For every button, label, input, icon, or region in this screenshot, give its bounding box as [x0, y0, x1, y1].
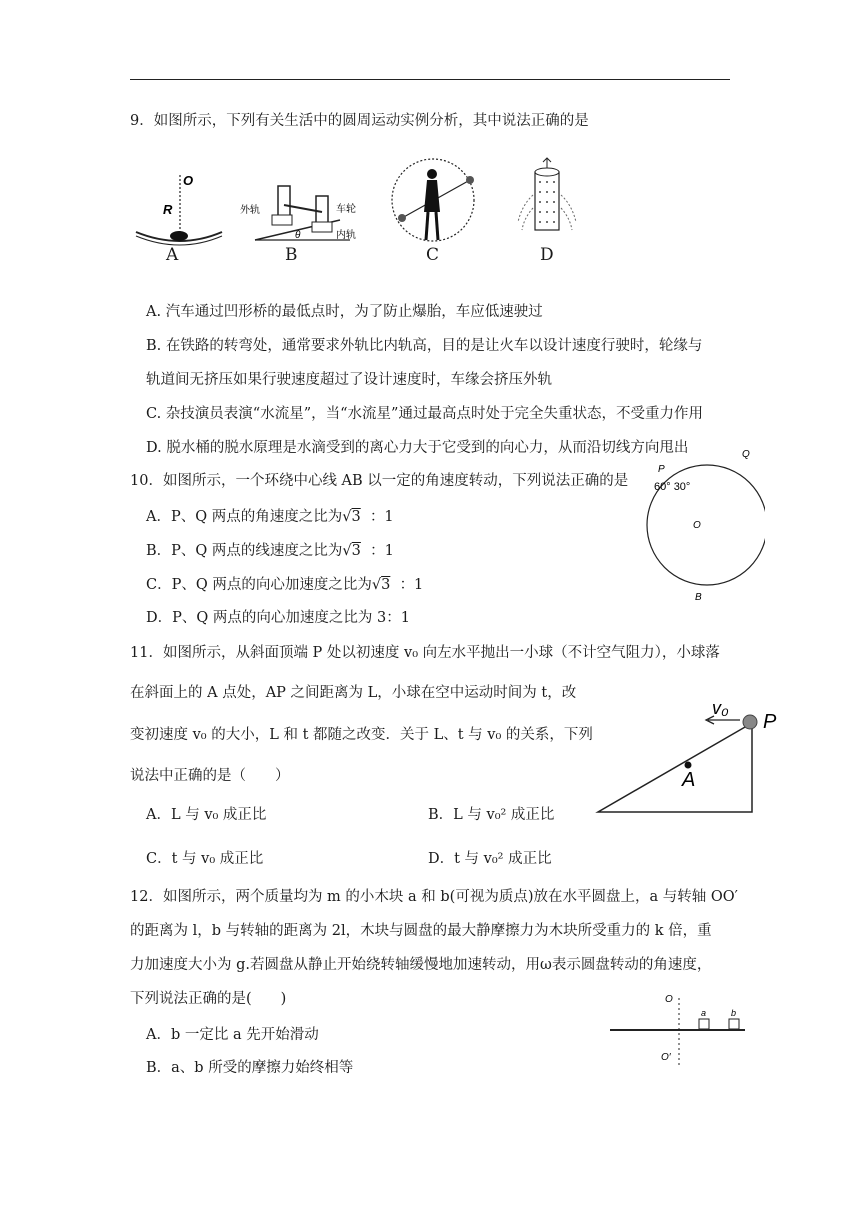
q12-label-b: b — [731, 1008, 737, 1018]
q9-label-wheel: 车轮 — [336, 204, 356, 215]
q11-figure — [590, 690, 790, 820]
q10-stem: 10．如图所示，一个环绕中心线 AB 以一定的角速度转动，下列说法正确的是 — [130, 473, 629, 489]
q11-option-d: D．t 与 v₀² 成正比 — [428, 851, 552, 867]
q10-option-c-root: 3 — [381, 577, 391, 593]
q9-caption-b: B — [285, 245, 298, 265]
q12-line4: 下列说法正确的是( ) — [130, 991, 287, 1007]
q11-label-v0: v₀ — [712, 698, 729, 718]
q9-option-b-line2: 轨道间无挤压如果行驶速度超过了设计速度时，车缘会挤压外轨 — [146, 372, 552, 388]
q12-option-a: A．b 一定比 a 先开始滑动 — [146, 1027, 319, 1043]
q10-option-c: C．P、Q 两点的向心加速度之比为√3 ：1 — [146, 577, 424, 593]
q12-label-o-prime: O′ — [661, 1052, 671, 1063]
q9-stem: 9．如图所示，下列有关生活中的圆周运动实例分析，其中说法正确的是 — [130, 113, 589, 129]
q9-caption-a: A — [166, 245, 179, 265]
q10-label-p: P — [658, 464, 665, 475]
q9-figure — [130, 150, 590, 270]
q9-label-o: O — [183, 173, 194, 188]
q10-option-d: D．P、Q 两点的向心加速度之比为 3：1 — [146, 610, 410, 626]
q9-option-a: A. 汽车通过凹形桥的最低点时，为了防止爆胎，车应低速驶过 — [146, 304, 543, 320]
q11-line3: 变初速度 v₀ 的大小，L 和 t 都随之改变．关于 L、t 与 v₀ 的关系，下列 — [130, 727, 593, 743]
q10-option-a-ratio: ：1 — [369, 509, 394, 525]
q10-option-c-text: C．P、Q 两点的向心加速度之比为 — [146, 577, 372, 593]
railway-curve-diagram — [240, 186, 356, 241]
q9-label-inner: 内轨 — [336, 230, 356, 241]
water-meteor-diagram — [392, 159, 474, 241]
q10-option-c-ratio: ：1 — [399, 577, 424, 593]
q10-label-angles: 60° 30° — [654, 481, 691, 493]
q10-option-b: B．P、Q 两点的线速度之比为√3 ：1 — [146, 543, 394, 559]
q9-label-r: R — [163, 202, 173, 217]
concave-bridge-diagram — [136, 173, 222, 245]
q12-figure — [605, 990, 755, 1070]
q9-option-c: C. 杂技演员表演“水流星”，当“水流星”通过最高点时处于完全失重状态，不受重力作用 — [146, 406, 703, 422]
q10-option-a-root: 3 — [351, 509, 361, 525]
q9-caption-d: D — [540, 245, 554, 265]
q10-label-o: O — [693, 520, 701, 531]
q11-label-a: A — [682, 769, 696, 791]
q11-label-p: P — [763, 711, 777, 733]
q10-option-a-text: A．P、Q 两点的角速度之比为 — [146, 509, 343, 525]
q12-line2: 的距离为 l，b 与转轴的距离为 2l，木块与圆盘的最大静摩擦力为木块所受重力的 k 倍，重 — [130, 923, 712, 939]
q10-option-b-root: 3 — [351, 543, 361, 559]
q11-option-b: B．L 与 v₀² 成正比 — [428, 807, 555, 823]
q10-label-b: B — [695, 592, 702, 603]
q9-option-b-line1: B. 在铁路的转弯处，通常要求外轨比内轨高，目的是让火车以设计速度行驶时，轮缘与 — [146, 338, 703, 354]
q10-label-q: Q — [742, 449, 750, 460]
dryer-drum-diagram — [518, 158, 576, 230]
q11-option-c: C．t 与 v₀ 成正比 — [146, 851, 264, 867]
header-rule — [130, 79, 730, 80]
q9-label-theta: θ — [295, 230, 301, 241]
q11-option-a: A．L 与 v₀ 成正比 — [146, 807, 267, 823]
q10-option-b-text: B．P、Q 两点的线速度之比为 — [146, 543, 343, 559]
q12-line3: 力加速度大小为 g.若圆盘从静止开始绕转轴缓慢地加速转动，用ω表示圆盘转动的角速度， — [130, 957, 712, 973]
q9-label-outer: 外轨 — [240, 205, 260, 216]
q10-option-b-ratio: ：1 — [370, 543, 394, 559]
q12-option-b: B．a、b 所受的摩擦力始终相等 — [146, 1060, 354, 1076]
q12-label-a: a — [701, 1008, 707, 1018]
q11-line4: 说法中正确的是（ ） — [130, 768, 290, 784]
q12-line1: 12．如图所示，两个质量均为 m 的小木块 a 和 b(可视为质点)放在水平圆盘上，a 与转轴 OO′ — [130, 889, 738, 905]
q9-option-d: D. 脱水桶的脱水原理是水滴受到的离心力大于它受到的向心力，从而沿切线方向甩出 — [146, 440, 689, 456]
q10-figure — [645, 446, 765, 606]
q10-option-a: A．P、Q 两点的角速度之比为√3 ：1 — [146, 509, 394, 525]
q12-label-o: O — [665, 994, 673, 1005]
q11-line1: 11．如图所示，从斜面顶端 P 处以初速度 v₀ 向左水平抛出一小球（不计空气阻力），小球落 — [130, 645, 720, 661]
q11-line2: 在斜面上的 A 点处，AP 之间距离为 L，小球在空中运动时间为 t，改 — [130, 685, 577, 701]
q9-caption-c: C — [426, 245, 440, 265]
